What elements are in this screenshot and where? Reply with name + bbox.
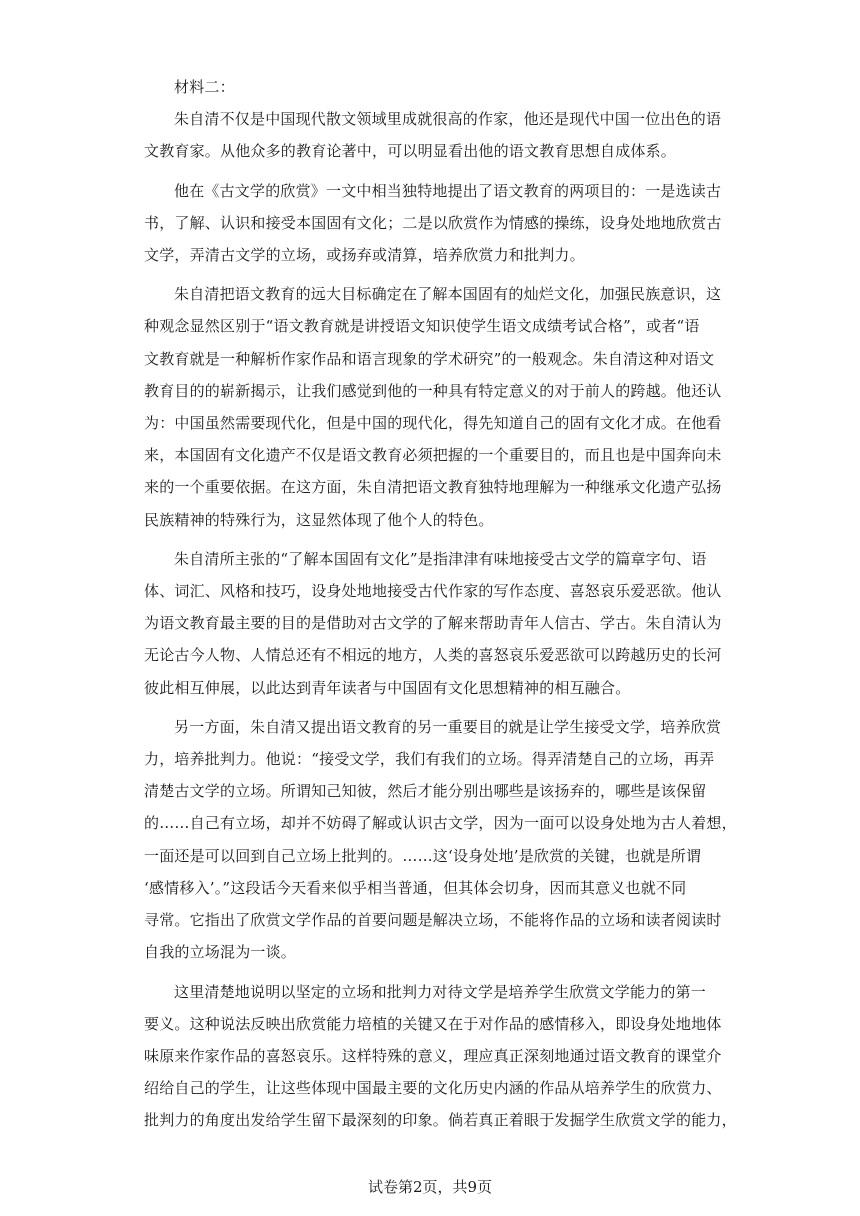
text-line: 无论古今人物、人情总还有不相远的地方，人类的喜怒哀乐爱恶欲可以跨越历史的长河 bbox=[144, 646, 722, 665]
text-line: 来的一个重要依据。在这方面，朱自清把语文教育独特地理解为一种继承文化遗产弘扬 bbox=[144, 478, 722, 497]
text-line: 文教育就是一种解析作家作品和语言现象的学术研究”的一般观念。朱自清这种对语文 bbox=[144, 349, 715, 368]
text-line: 为：中国虽然需要现代化，但是中国的现代化，得先知道自己的固有文化才成。在他看 bbox=[144, 414, 722, 432]
text-line: ‘感情移入’。”这段话今天看来似乎相当普通，但其体会切身，因而其意义也就不同 bbox=[144, 878, 687, 897]
text-line: 文学，弄清古文学的立场，或扬弃或清算，培养欣赏力和批判力。 bbox=[144, 246, 585, 264]
text-line: 要义。这种说法反映出欣赏能力培植的关键又在于对作品的感情移入，即设身处地地体 bbox=[144, 1014, 722, 1033]
text-line: 自我的立场混为一谈。 bbox=[144, 943, 297, 962]
text-line: 朱自清不仅是中国现代散文领域里成就很高的作家，他还是现代中国一位出色的语 bbox=[174, 110, 722, 129]
text-line: 种观念显然区别于“语文教育就是讲授语文知识使学生语文成绩考试合格”，或者“语 bbox=[144, 317, 700, 336]
text-line: 为语文教育最主要的目的是借助对古文学的了解来帮助青年人信古、学古。朱自清认为 bbox=[144, 614, 722, 633]
text-line: 另一方面，朱自清又提出语文教育的另一重要目的就是让学生接受文学，培养欣赏 bbox=[174, 717, 722, 736]
text-line: 彼此相互伸展，以此达到青年读者与中国固有文化思想精神的相互融合。 bbox=[144, 678, 631, 697]
text-line: 力，培养批判力。他说：“接受文学，我们有我们的立场。得弄清楚自己的立场，再弄 bbox=[144, 750, 715, 768]
text-line: 绍给自己的学生，让这些体现中国最主要的文化历史内涵的作品从培养学生的欣赏力、 bbox=[144, 1079, 722, 1098]
text-line: 一面还是可以回到自己立场上批判的。……这‘设身处地’是欣赏的关键，也就是所谓 bbox=[144, 846, 702, 865]
text-line: 清楚古文学的立场。所谓知己知彼，然后才能分别出哪些是该扬弃的，哪些是该保留 bbox=[144, 782, 707, 801]
text-line: 批判力的角度出发给学生留下最深刻的印象。倘若真正着眼于发掘学生欣赏文学的能力， bbox=[144, 1111, 737, 1130]
text-line: 的……自己有立场，却并不妨碍了解或认识古文学，因为一面可以设身处地为古人着想， bbox=[144, 814, 737, 833]
text-line: 民族精神的特殊行为，这显然体现了他个人的特色。 bbox=[144, 510, 494, 529]
text-line: 体、词汇、风格和技巧，设身处地地接受古代作家的写作态度、喜怒哀乐爱恶欲。他认 bbox=[144, 582, 722, 600]
text-line: 朱自清所主张的“了解本国固有文化”是指津津有味地接受古文学的篇章字句、语 bbox=[174, 549, 707, 568]
text-line: 材料二： bbox=[174, 78, 235, 96]
text-line: 教育目的的崭新揭示，让我们感觉到他的一种具有特定意义的对于前人的跨越。他还认 bbox=[144, 381, 722, 400]
text-line: 这里清楚地说明以坚定的立场和批判力对待文学是培养学生欣赏文学能力的第一 bbox=[174, 982, 707, 1001]
text-line: 书，了解、认识和接受本国固有文化；二是以欣赏作为情感的操练，设身处地地欣赏古 bbox=[144, 213, 722, 232]
page-footer: 试卷第2页，共9页 bbox=[367, 1178, 493, 1196]
text-line: 味原来作家作品的喜怒哀乐。这样特殊的意义，理应真正深刻地通过语文教育的课堂介 bbox=[144, 1046, 722, 1065]
text-line: 他在《古文学的欣赏》一文中相当独特地提出了语文教育的两项目的：一是选读古 bbox=[174, 181, 722, 200]
text-line: 文教育家。从他众多的教育论著中，可以明显看出他的语文教育思想自成体系。 bbox=[144, 142, 677, 161]
text-line: 朱自清把语文教育的远大目标确定在了解本国固有的灿烂文化，加强民族意识，这 bbox=[174, 285, 722, 304]
text-line: 寻常。它指出了欣赏文学作品的首要问题是解决立场，不能将作品的立场和读者阅读时 bbox=[144, 911, 722, 930]
text-line: 来，本国固有文化遗产不仅是语文教育必须把握的一个重要目的，而且也是中国奔向未 bbox=[144, 446, 722, 465]
